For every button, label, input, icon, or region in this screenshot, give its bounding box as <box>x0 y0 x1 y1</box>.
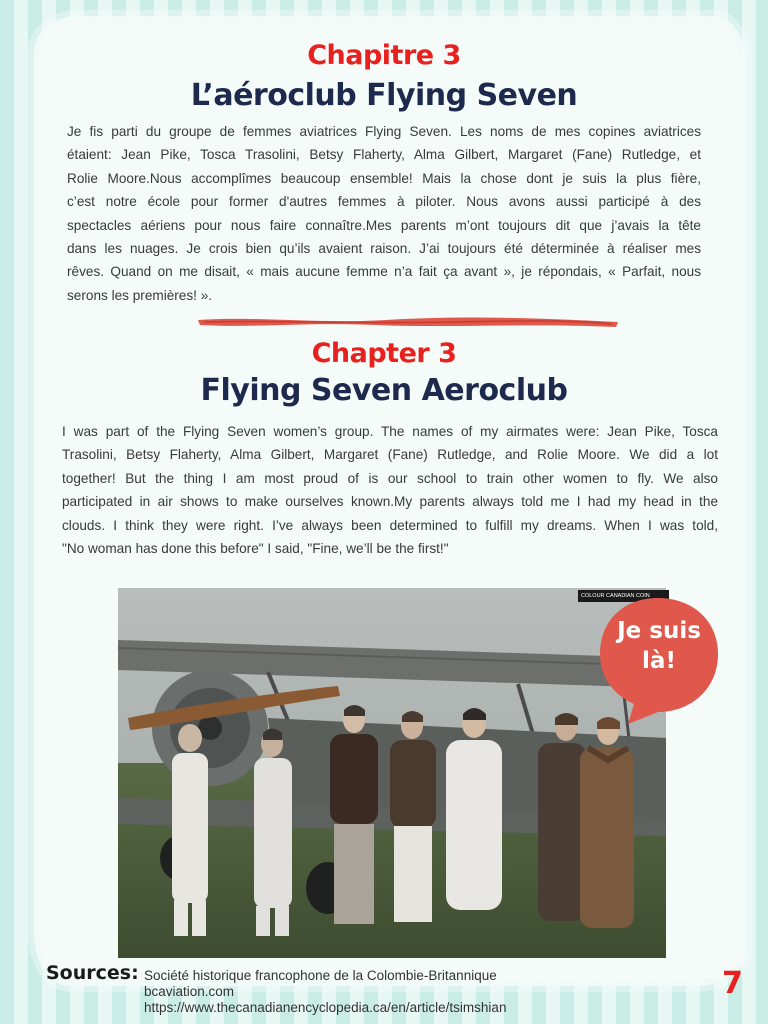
sources-list <box>144 968 506 1016</box>
paragraph-line: dans les nuages. Je crois bien qu’ils avaient raison. J’ai toujours été déterminée à réaliser mes <box>67 241 701 257</box>
english-paragraph <box>62 420 718 560</box>
paragraph-line: clouds. I think they were right. I’ve always been determined to fulfill my dreams. When I was told, <box>62 517 718 533</box>
paragraph-line: Trasolini, Betsy Flaherty, Alma Gilbert, Margaret (Fane) Rutledge, and Rolie Moore. We did a lot <box>62 447 718 463</box>
english-chapter-heading: Chapter 3 <box>311 338 457 369</box>
source-link[interactable]: bcaviation.com <box>144 984 235 999</box>
paragraph-line: participated in air shows to make ourselves known.My parents always told me I had my head in the <box>62 494 718 510</box>
french-chapter-heading: Chapitre 3 <box>307 40 461 71</box>
paragraph-line: serons les premières! ». <box>67 287 213 303</box>
paragraph-line: spectacles aériens pour nous faire connaître.Mes parents m’ont toujours dit que j’avais la tête <box>67 217 701 233</box>
french-paragraph <box>67 120 701 307</box>
french-chapter-title: L’aéroclub Flying Seven <box>190 78 578 113</box>
page-number: 7 <box>722 966 743 1001</box>
paragraph-line: I was part of the Flying Seven women’s group. The names of my airmates were: Jean Pike, Tosca <box>62 424 718 439</box>
speech-bubble-line: là! <box>642 648 676 674</box>
paragraph-line: "No woman has done this before" I said, "Fine, we’ll be the first!" <box>62 541 449 557</box>
english-chapter-title: Flying Seven Aeroclub <box>200 373 568 408</box>
paragraph-line: c’est notre école pour former d'autres femmes à piloter. Nous avons aussi participé à des <box>67 194 701 210</box>
speech-bubble-text <box>600 616 718 676</box>
paragraph-line: together! But the thing I am most proud of is our school to train other women to fly. We also <box>62 470 718 486</box>
flying-seven-photo <box>118 588 666 958</box>
photo-credit: COLOUR CANADIAN COIN <box>578 590 669 602</box>
brush-divider <box>196 313 620 331</box>
paragraph-line: rêves. Quand on me disait, « mais aucune femme n’a fait ça avant », je répondais, « Parfait, nous <box>67 264 701 280</box>
source-item: Société historique francophone de la Colombie-Britannique <box>144 968 497 983</box>
paragraph-line: étaient: Jean Pike, Tosca Trasolini, Betsy Flaherty, Alma Gilbert, Margaret (Fane) Rutledge, et <box>67 147 701 163</box>
speech-bubble-line: Je suis <box>617 618 701 644</box>
sources-label: Sources: <box>46 962 139 984</box>
paragraph-line: Je fis parti du groupe de femmes aviatrices Flying Seven. Les noms de mes copines aviatrices <box>67 124 701 139</box>
paragraph-line: Rolie Moore.Nous accomplîmes beaucoup ensemble! Mais la chose dont je suis la plus fière, <box>67 170 701 186</box>
source-link[interactable]: https://www.thecanadianencyclopedia.ca/en/article/tsimshian <box>144 1000 507 1015</box>
